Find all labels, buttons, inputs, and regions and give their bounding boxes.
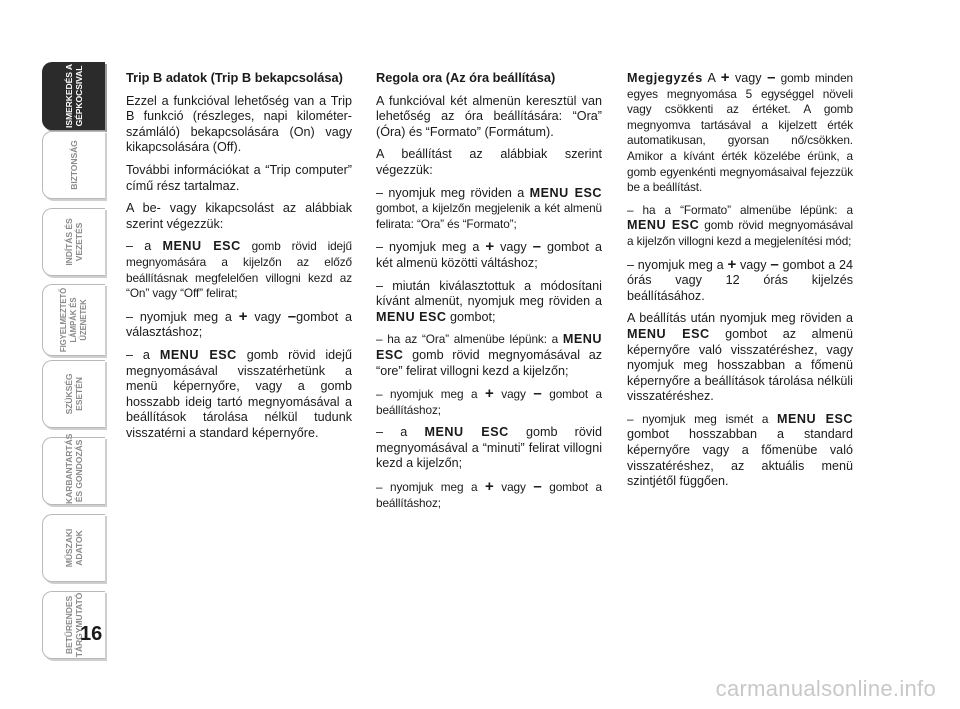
- tab-label: INDÍTÁS ÉS VEZETÉS: [64, 218, 84, 266]
- tab-label: SZÜKSÉG ESETÉN: [64, 373, 84, 415]
- paragraph: A beállítást az alábbiak szerint végezzük:: [376, 147, 602, 177]
- tab-label: ISMERKEDÉS A GÉPKOCSIVAL: [64, 64, 84, 128]
- minus-key: –: [770, 255, 779, 273]
- paragraph: A funkcióval két almenün keresztül van lehetőség az óra beállítására: “Ora” (Óra) és “Formato” (Formátum).: [376, 93, 602, 139]
- tab-karbantartas[interactable]: [42, 433, 105, 505]
- step: – ha a “Formato” almenübe lépünk: a MENU ESC gomb rövid megnyomásával a kijelzőn villogni kezd a megjelenítési mód;: [627, 202, 853, 248]
- note-label: Megjegyzés: [627, 71, 703, 85]
- minus-key: –: [533, 478, 542, 496]
- step: – nyomjuk meg a + vagy – gombot a két almenü közötti váltáshoz;: [376, 238, 602, 270]
- tab-figyelmezteto[interactable]: [42, 284, 105, 356]
- minus-key: –: [532, 238, 542, 256]
- menu-esc-key: MENU ESC: [529, 185, 602, 200]
- tab-biztonsag[interactable]: [42, 131, 105, 199]
- plus-key: +: [484, 478, 494, 496]
- paragraph: A beállítás után nyomjuk meg röviden a MENU ESC gombot az almenü képernyőre való visszatéréshez, vagy nyomjuk meg hosszabban a főmenü képernyőre a beállítások tárolása nélküli visszatéréshez.: [627, 311, 853, 404]
- step: – a MENU ESC gomb rövid idejű megnyomására a kijelzőn az előző beállításnak megfelelően villogni kezd az “On” vagy “Off” felirat;: [126, 239, 352, 301]
- minus-key: –: [767, 69, 776, 86]
- tab-label: MŰSZAKI ADATOK: [64, 528, 84, 568]
- step: – ha az “Ora” almenübe lépünk: a MENU ESC gomb rövid megnyomásával az “ore” felirat villogni kezd a kijelzőn;: [376, 332, 602, 378]
- menu-esc-key: MENU ESC: [424, 425, 509, 440]
- plus-key: +: [485, 238, 495, 256]
- tab-label: FIGYELMEZTETŐ LÁMPÁK ÉS ÜZENETEK: [59, 287, 88, 353]
- step: – miután kiválasztottuk a módosítani kívánt almenüt, nyomjuk meg röviden a MENU ESC gombot;: [376, 278, 602, 324]
- minus-key: –: [533, 385, 542, 403]
- plus-key: +: [727, 255, 737, 273]
- watermark: carmanualsonline.info: [715, 676, 936, 701]
- menu-esc-key: MENU ESC: [627, 218, 700, 233]
- page-number: 16: [80, 623, 103, 645]
- plus-key: +: [484, 385, 494, 403]
- menu-esc-key: MENU ESC: [627, 326, 710, 341]
- column-notes: [627, 70, 853, 497]
- step: – nyomjuk meg a + vagy – gombot a beállításhoz;: [376, 385, 602, 417]
- step: – nyomjuk meg a + vagy – gombot a 24 órás vagy 12 órás kijelzés beállításához.: [627, 255, 853, 303]
- tab-label: BETŰRENDES TÁRGYMUTATÓ: [64, 592, 84, 658]
- note: Megjegyzés A + vagy – gomb minden egyes megnyomása 5 egységgel növeli vagy csökkenti az értéket. A gomb megnyomva tartásával a kijelzett érték automatikusan, gyorsan nő/csökken. Amikor a kívánt érték közelébe érünk, a gomb egyenkénti megnyomásaival fejezzük be a beállítást.: [627, 69, 853, 195]
- tab-inditas[interactable]: [42, 208, 105, 276]
- step: – nyomjuk meg röviden a MENU ESC gombot, a kijelzőn megjelenik a két almenü felirata: “Ora” és “Formato”;: [376, 185, 602, 231]
- menu-esc-key: MENU ESC: [777, 411, 853, 426]
- section-title-trip-b: Trip B adatok (Trip B bekapcsolása): [126, 70, 343, 85]
- tab-szukseg-eseten[interactable]: [42, 360, 105, 428]
- step: – nyomjuk meg a + vagy – gombot a beállításhoz;: [376, 478, 602, 510]
- paragraph: Ezzel a funkcióval lehetőség van a Trip B funkció (részleges, napi kilométer-számláló) bekapcsolására (On) vagy kikapcsolására (Off).: [126, 93, 352, 155]
- plus-key: +: [238, 307, 248, 325]
- column-trip-b: [126, 70, 352, 448]
- menu-esc-key: MENU ESC: [162, 239, 241, 254]
- step: – nyomjuk meg a + vagy –gombot a választáshoz;: [126, 307, 352, 340]
- menu-esc-key: MENU ESC: [159, 347, 237, 362]
- menu-esc-key: MENU ESC: [376, 309, 447, 324]
- paragraph: A be- vagy kikapcsolást az alábbiak szerint végezzük:: [126, 201, 352, 231]
- tab-label: BIZTONSÁG: [69, 140, 79, 190]
- plus-key: +: [720, 69, 730, 86]
- minus-key: –: [287, 307, 297, 325]
- step: – a MENU ESC gomb rövid idejű megnyomásával visszatérhetünk a menü képernyőre, vagy a gomb hosszabb ideig tartó megnyomásával a beállítások tárolása nélkül tudunk visszatérni a standard képernyőre.: [126, 347, 352, 440]
- step: – a MENU ESC gomb rövid megnyomásával a “minuti” felirat villogni kezd a kijelzőn;: [376, 425, 602, 471]
- tab-label: KARBANTARTÁS ÉS GONDOZÁS: [64, 433, 84, 504]
- paragraph: További információkat a “Trip computer” című rész tartalmaz.: [126, 162, 352, 193]
- tab-muszaki-adatok[interactable]: [42, 514, 105, 582]
- step: – nyomjuk meg ismét a MENU ESC gombot hosszabban a standard képernyőre vagy a főmenübe való visszatéréshez, az aktuális menü szintjétől függően.: [627, 411, 853, 489]
- menu-esc-key: MENU ESC: [376, 332, 602, 362]
- column-regola-ora: [376, 70, 602, 518]
- section-title-regola-ora: Regola ora (Az óra beállítása): [376, 70, 556, 85]
- tab-ismerkedes[interactable]: [42, 62, 105, 130]
